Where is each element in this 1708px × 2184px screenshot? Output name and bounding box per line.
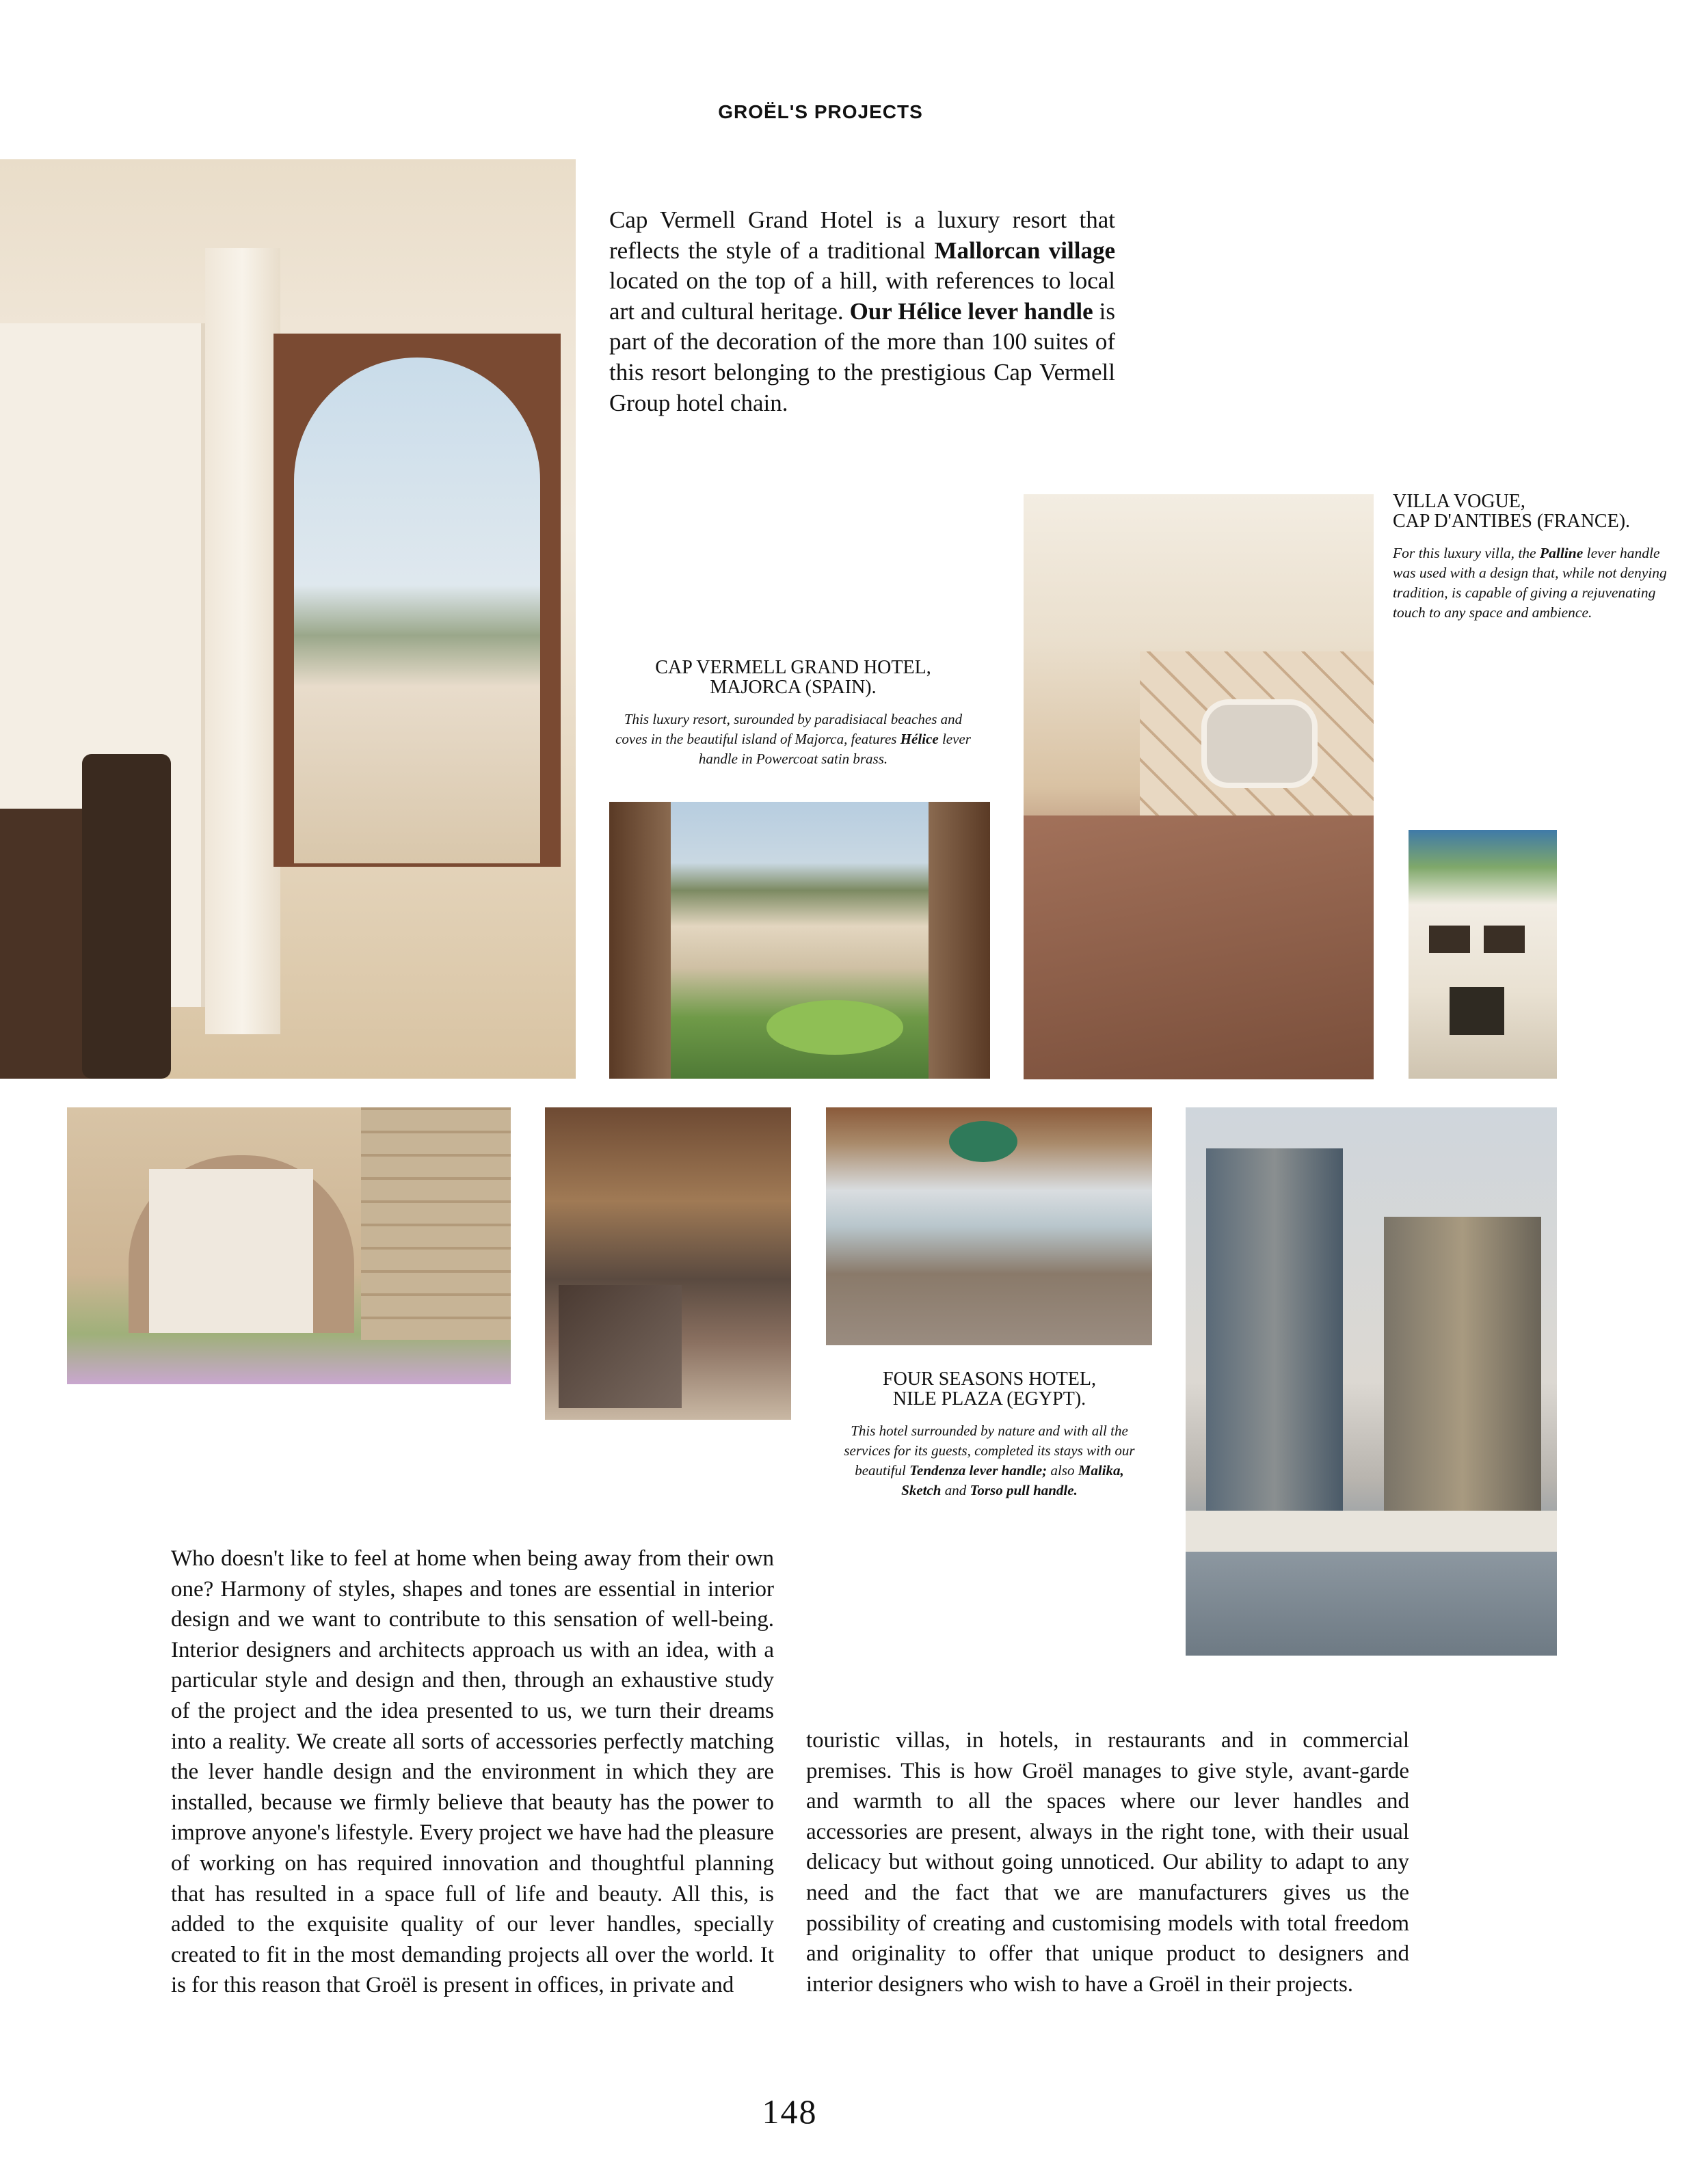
caption-title: VILLA VOGUE, xyxy=(1393,491,1525,512)
caption-text: This hotel surrounded by nature and with all the services for its guests, completed its stays with our beautiful Tendenza lever handle; also Malika, Sketch and Torso pull handle. xyxy=(844,1423,1135,1498)
section-header: GROËL'S PROJECTS xyxy=(718,101,923,122)
caption-text: This luxury resort, surounded by paradisiacal beaches and coves in the beautiful island of Majorca, features Hélice lever handle in Powercoat satin brass. xyxy=(615,711,971,767)
photo-restaurant-bar xyxy=(545,1107,791,1420)
caption-title: CAP VERMELL GRAND HOTEL, xyxy=(655,657,931,678)
caption-title: FOUR SEASONS HOTEL, xyxy=(883,1369,1096,1390)
photo-four-seasons-tower xyxy=(1186,1107,1557,1656)
intro-paragraph xyxy=(609,205,1115,418)
photo-villa-exterior xyxy=(1409,830,1557,1079)
body-column-left: Who doesn't like to feel at home when being away from their own one? Harmony of styles, shapes and tones are essential in interior design and we want to contribute to this sensation of well-being. Interior designers and architects approach us with an idea, with a particular style and design and then, through an exhaustive study of the project and the idea presented to us, we turn their dreams into a reality. We create all sorts of accessories perfectly matching the lever handle design and the environment in which they are installed, because we firmly believe that beauty has the power to improve anyone's lifestyle. Every project we have had the pleasure of working on has required innovation and thoughtful planning that has resulted in a space full of life and beauty. All this, is added to the exquisite quality of our lever handles, specially created to fit in the most demanding projects all over the world. It is for this reason that Groël is present in offices, in private and xyxy=(171,1546,774,1998)
intro-text: is part of the decoration of the more than 100 suites of this resort belonging to the prestigious Cap Vermell Group hotel chain. xyxy=(609,297,1115,416)
photo-dining-room xyxy=(826,1107,1152,1345)
caption-villa-vogue xyxy=(1393,491,1680,623)
photo-hotel-suite-balcony xyxy=(0,159,576,1079)
caption-title: MAJORCA (SPAIN). xyxy=(710,677,877,698)
intro-text: located on the top of a hill, with references to local art and cultural heritage. xyxy=(609,267,1115,325)
intro-text: Cap Vermell Grand Hotel is a luxury resort that reflects the style of a traditional xyxy=(609,206,1115,264)
photo-resort-garden xyxy=(609,802,990,1079)
caption-title: CAP D'ANTIBES (FRANCE). xyxy=(1393,511,1631,532)
intro-bold: Our Hélice lever handle xyxy=(849,297,1093,325)
caption-cap-vermell xyxy=(615,658,971,769)
caption-text: For this luxury villa, the Palline lever handle was used with a design that, while not denying tradition, is capable of giving a rejuvenating touch to any space and ambience. xyxy=(1393,545,1667,621)
page-number: 148 xyxy=(762,2092,818,2131)
photo-terrace xyxy=(67,1107,511,1384)
intro-bold: Mallorcan village xyxy=(934,237,1116,264)
caption-four-seasons xyxy=(807,1369,1172,1500)
body-column-right: touristic villas, in hotels, in restaurants and in commercial premises. This is how Groël manages to give style, avant-garde and warmth to all the spaces where our lever handles and accessories are present, always in the right tone, with their usual delicacy but without going unnoticed. Our ability to adapt to any need and the fact that we are manufacturers gives us the possibility of creating and customising models with total freedom and originality to offer that unique product to designers and interior designers who wish to have a Groël in their projects. xyxy=(806,1728,1409,1997)
caption-title: NILE PLAZA (EGYPT). xyxy=(892,1388,1086,1410)
photo-villa-bedroom xyxy=(1024,494,1374,1079)
